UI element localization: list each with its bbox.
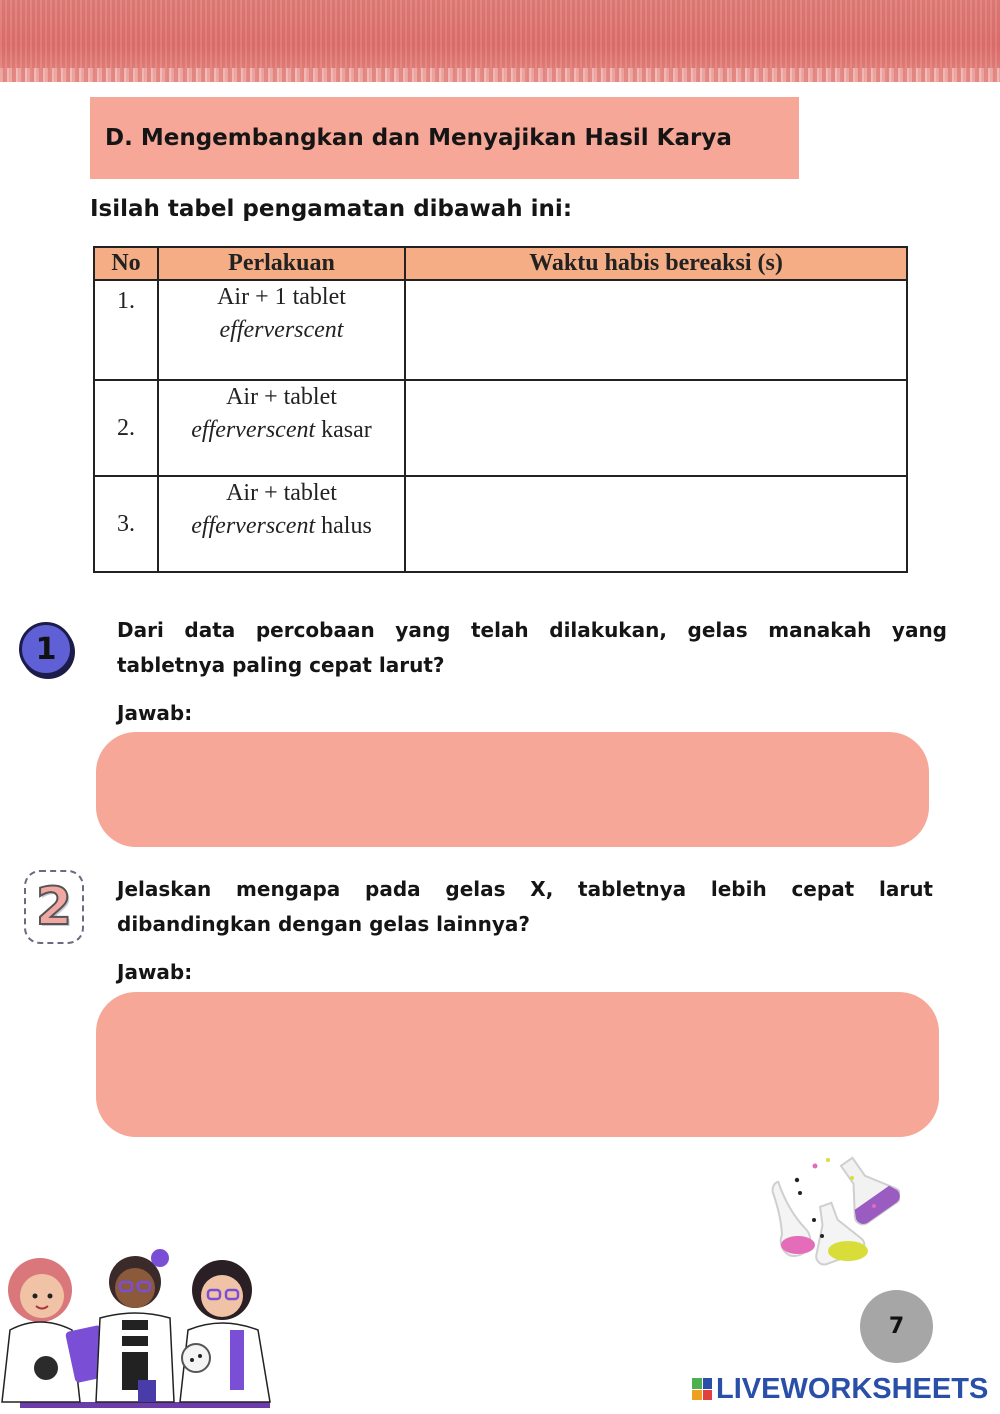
question-2-badge: 2 [24, 870, 84, 944]
answer-1-label: Jawab: [117, 701, 193, 725]
question-2-text: Jelaskan mengapa pada gelas X, tabletnya lebih cepat larut dibandingkan dengan gelas lainnya? [117, 877, 933, 936]
row-number: 1. [94, 280, 158, 380]
observation-table [93, 246, 908, 573]
row-waktu-cell[interactable] [405, 380, 907, 476]
question-1-badge: 1 [19, 622, 73, 676]
liveworksheets-logo-icon [692, 1378, 712, 1400]
answer-2-input[interactable] [96, 992, 939, 1137]
row-perlakuan [158, 380, 405, 476]
header-texture-band [0, 0, 1000, 82]
table-header-row [94, 247, 907, 280]
row-number: 2. [94, 380, 158, 476]
table-row [94, 280, 907, 380]
table-instruction: Isilah tabel pengamatan dibawah ini: [90, 196, 573, 222]
row-perlakuan [158, 280, 405, 380]
row-waktu-cell[interactable] [405, 476, 907, 572]
page-number-badge: 7 [860, 1290, 933, 1363]
perlakuan-rest: halus [315, 513, 372, 539]
perlakuan-line1: Air + tablet [226, 480, 337, 506]
row-waktu-cell[interactable] [405, 280, 907, 380]
section-title: D. Mengembangkan dan Menyajikan Hasil Karya [105, 125, 732, 151]
perlakuan-italic: efferverscent [191, 513, 316, 539]
brand-name: LIVEWORKSHEETS [716, 1372, 989, 1405]
table-row [94, 476, 907, 572]
answer-2-label: Jawab: [117, 960, 193, 984]
scientists-illustration [0, 1230, 285, 1414]
perlakuan-italic: efferverscent [219, 317, 344, 343]
row-number: 3. [94, 476, 158, 572]
answer-1-input[interactable] [96, 732, 929, 847]
row-perlakuan [158, 476, 405, 572]
question-1-text: Dari data percobaan yang telah dilakukan, gelas manakah yang tabletnya paling cepat larut? [117, 618, 947, 677]
table-row [94, 380, 907, 476]
header-waktu: Waktu habis bereaksi (s) [405, 247, 907, 280]
header-no: No [94, 247, 158, 280]
liveworksheets-brand[interactable] [692, 1372, 988, 1406]
perlakuan-line1: Air + 1 tablet [217, 284, 346, 310]
flasks-illustration [770, 1148, 900, 1273]
perlakuan-line1: Air + tablet [226, 384, 337, 410]
section-title-box [90, 97, 799, 179]
header-perlakuan: Perlakuan [158, 247, 405, 280]
perlakuan-rest: kasar [315, 417, 372, 443]
perlakuan-italic: efferverscent [191, 417, 316, 443]
